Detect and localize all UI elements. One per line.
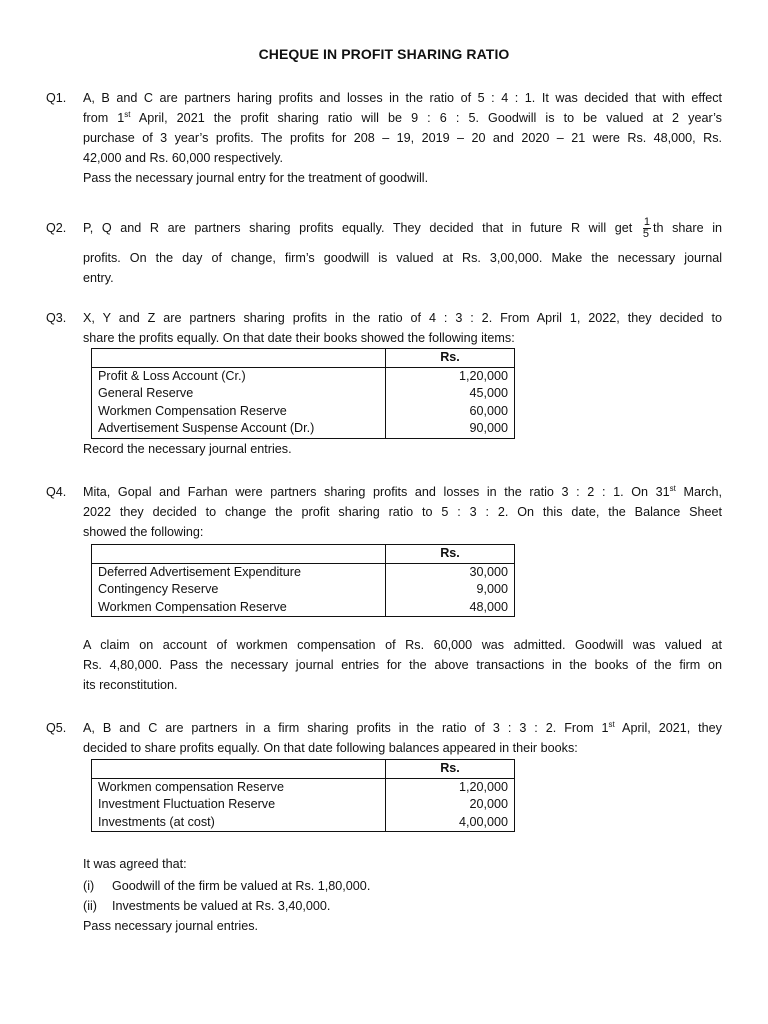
q4-after-line: A claim on account of workmen compensation of Rs. 60,000 was admitted. Goodwill was valued at <box>83 638 722 652</box>
page-title: CHEQUE IN PROFIT SHARING RATIO <box>258 46 510 62</box>
q4-after-line: Rs. 4,80,000. Pass the necessary journal entries for the above transactions in the books of the firm on <box>83 658 722 672</box>
q1-line: from 1st April, 2021 the profit sharing ratio will be 9 : 6 : 5. Goodwill is to be valued at 2 year’s <box>83 109 722 125</box>
q1-line: A, B and C are partners haring profits and losses in the ratio of 5 : 4 : 1. It was decided that with effect <box>83 91 722 105</box>
row-label: General Reserve <box>92 385 386 403</box>
question-number: Q2. <box>46 221 67 235</box>
table-row <box>92 403 515 421</box>
question-number: Q5. <box>46 721 67 735</box>
row-value: 60,000 <box>469 403 508 418</box>
q2-line1-suffix: th share in <box>653 221 723 235</box>
q5-line <box>83 718 722 738</box>
fraction-denominator: 5 <box>642 228 649 241</box>
table-row <box>92 796 515 814</box>
table-header-rs: Rs. <box>440 546 460 560</box>
q4-line1-tail: March, <box>683 485 723 499</box>
q4-after-line: its reconstitution. <box>83 678 178 692</box>
table-header-rs: Rs. <box>440 761 460 775</box>
table-row <box>92 581 515 599</box>
question-4 <box>46 482 722 695</box>
q3-line: X, Y and Z are partners sharing profits in the ratio of 4 : 3 : 2. From April 1, 2022, they decided to <box>83 311 722 325</box>
table-row <box>92 599 515 617</box>
row-label: Workmen compensation Reserve <box>92 778 386 796</box>
row-value: 1,20,000 <box>458 779 508 794</box>
row-value: 4,00,000 <box>458 814 508 829</box>
row-value: 1,20,000 <box>458 368 508 383</box>
list-item <box>83 896 722 916</box>
q1-line: purchase of 3 year’s profits. The profits for 208 – 19, 2019 – 20 and 2020 – 21 were Rs. 48,000, Rs. <box>83 131 722 145</box>
q4-line1-text: Mita, Gopal and Farhan were partners sharing profits and losses in the ratio 3 : 2 : 1. On 31 <box>83 485 670 499</box>
q2-line: entry. <box>83 271 114 285</box>
fraction <box>643 217 651 240</box>
list-item <box>83 876 722 896</box>
q5-balance-table <box>91 759 515 832</box>
q4-line <box>83 482 722 502</box>
q4-balance-table <box>91 544 515 617</box>
row-label: Contingency Reserve <box>92 581 386 599</box>
ordinal-suffix: st <box>669 483 676 493</box>
question-number: Q1. <box>46 91 67 105</box>
q3-line: share the profits equally. On that date their books showed the following items: <box>83 331 515 345</box>
row-label: Investment Fluctuation Reserve <box>92 796 386 814</box>
row-label: Workmen Compensation Reserve <box>92 599 386 617</box>
q4-line: showed the following: <box>83 525 204 539</box>
q5-line1-text: A, B and C are partners in a firm sharing profits in the ratio of 3 : 3 : 2. From 1 <box>83 721 609 735</box>
table-row <box>92 563 515 581</box>
table-header-row <box>92 545 515 564</box>
list-item-number: (i) <box>83 879 95 893</box>
question-number: Q3. <box>46 311 67 325</box>
question-5 <box>46 718 722 936</box>
q1-line: 42,000 and Rs. 60,000 respectively. <box>83 151 283 165</box>
table-header-empty <box>92 760 386 779</box>
question-body <box>83 718 722 936</box>
question-body <box>83 212 722 288</box>
question-body <box>83 308 722 459</box>
table-header-rs: Rs. <box>440 350 460 364</box>
table-row <box>92 814 515 832</box>
question-number: Q4. <box>46 485 67 499</box>
table-header-row <box>92 349 515 368</box>
q5-line1-tail: April, 2021, they <box>622 721 722 735</box>
table-row <box>92 778 515 796</box>
q5-agreed-label: It was agreed that: <box>83 857 187 871</box>
row-label: Advertisement Suspense Account (Dr.) <box>92 420 386 438</box>
row-value: 9,000 <box>476 582 508 596</box>
question-body <box>83 88 722 188</box>
ordinal-suffix: st <box>608 719 615 729</box>
list-item-text: Goodwill of the firm be valued at Rs. 1,80,000. <box>112 879 371 893</box>
q3-balance-table <box>91 348 515 439</box>
row-label: Workmen Compensation Reserve <box>92 403 386 421</box>
question-1 <box>46 88 722 188</box>
table-row <box>92 385 515 403</box>
q2-line: profits. On the day of change, firm’s goodwill is valued at Rs. 3,00,000. Make the necessary journal <box>83 251 722 265</box>
question-2 <box>46 212 722 288</box>
table-row <box>92 420 515 438</box>
row-label: Profit & Loss Account (Cr.) <box>92 367 386 385</box>
row-label: Investments (at cost) <box>92 814 386 832</box>
row-value: 48,000 <box>469 599 508 614</box>
row-value: 90,000 <box>469 421 508 435</box>
q5-line: decided to share profits equally. On that date following balances appeared in their books: <box>83 741 578 755</box>
row-value: 45,000 <box>469 386 508 400</box>
table-header-empty <box>92 349 386 368</box>
fraction-numerator: 1 <box>643 216 650 229</box>
row-label: Deferred Advertisement Expenditure <box>92 563 386 581</box>
q2-line1-text: P, Q and R are partners sharing profits equally. They decided that in future R will get <box>83 221 633 235</box>
table-header-empty <box>92 545 386 564</box>
row-value: 20,000 <box>469 797 508 811</box>
row-value: 30,000 <box>469 564 508 579</box>
q1-line: Pass the necessary journal entry for the treatment of goodwill. <box>83 171 429 185</box>
table-row <box>92 367 515 385</box>
table-header-row <box>92 760 515 779</box>
question-3 <box>46 308 722 459</box>
q3-instruction: Record the necessary journal entries. <box>83 441 292 456</box>
list-item-text: Investments be valued at Rs. 3,40,000. <box>112 899 331 913</box>
q2-line <box>83 212 722 244</box>
question-body <box>83 482 722 695</box>
q5-final-instruction: Pass necessary journal entries. <box>83 919 258 933</box>
q4-line: 2022 they decided to change the profit sharing ratio to 5 : 3 : 2. On this date, the Balance Sheet <box>83 505 722 519</box>
list-item-number: (ii) <box>83 899 97 913</box>
